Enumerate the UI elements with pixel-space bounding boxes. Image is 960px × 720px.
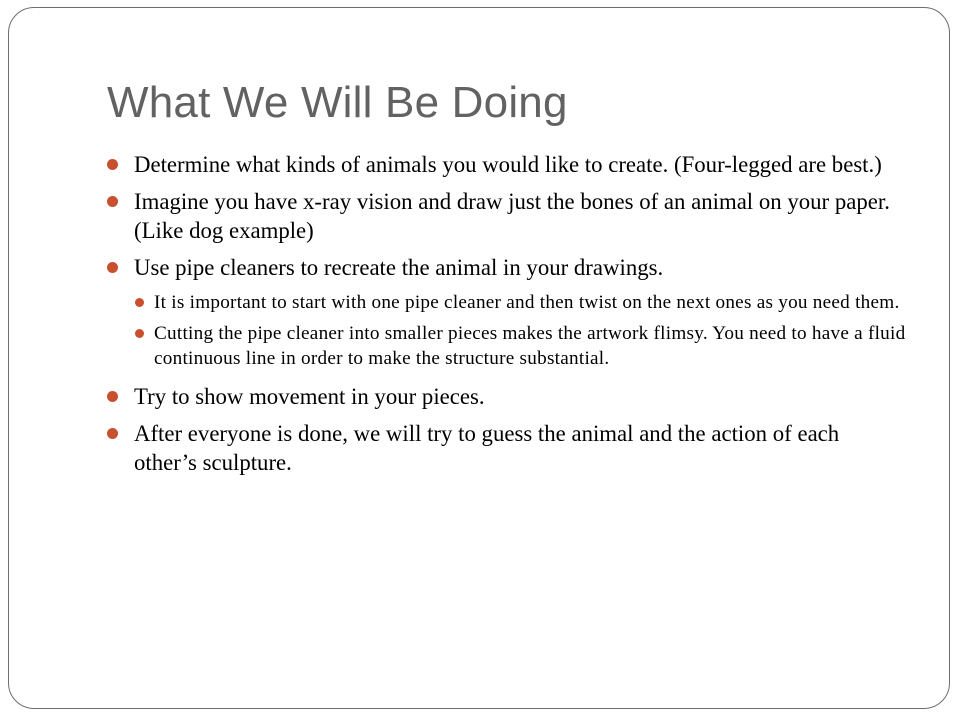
- bullet-text: Imagine you have x-ray vision and draw just the bones of an animal on your paper. (Like dog example): [134, 189, 890, 243]
- bullet-text: Determine what kinds of animals you would like to create. (Four-legged are best.): [134, 152, 882, 177]
- sub-bullet-text: It is important to start with one pipe cleaner and then twist on the next ones as you need them.: [154, 292, 900, 313]
- bullet-dot-icon: [107, 196, 118, 207]
- bullet-dot-icon: [107, 159, 118, 170]
- slide-title: What We Will Be Doing: [107, 78, 568, 127]
- bullet-text: After everyone is done, we will try to guess the animal and the action of each other’s sculpture.: [134, 421, 840, 475]
- bullet-dot-icon: [135, 329, 144, 338]
- sub-bullet-item: [135, 321, 907, 371]
- bullet-list: [107, 150, 907, 485]
- bullet-dot-icon: [107, 391, 118, 402]
- bullet-text: Use pipe cleaners to recreate the animal in your drawings.: [134, 255, 664, 280]
- bullet-text: Try to show movement in your pieces.: [134, 384, 485, 409]
- bullet-item: [107, 419, 907, 477]
- sub-bullet-text: Cutting the pipe cleaner into smaller pieces makes the artwork flimsy. You need to have a fluid continuous line in order to make the structure substantial.: [154, 323, 906, 369]
- bullet-item: [107, 150, 907, 179]
- bullet-dot-icon: [107, 428, 118, 439]
- bullet-item: [107, 253, 907, 282]
- bullet-dot-icon: [107, 262, 118, 273]
- bullet-item: [107, 187, 907, 245]
- bullet-dot-icon: [135, 298, 144, 307]
- sub-bullet-item: [135, 290, 907, 315]
- bullet-item: [107, 382, 907, 411]
